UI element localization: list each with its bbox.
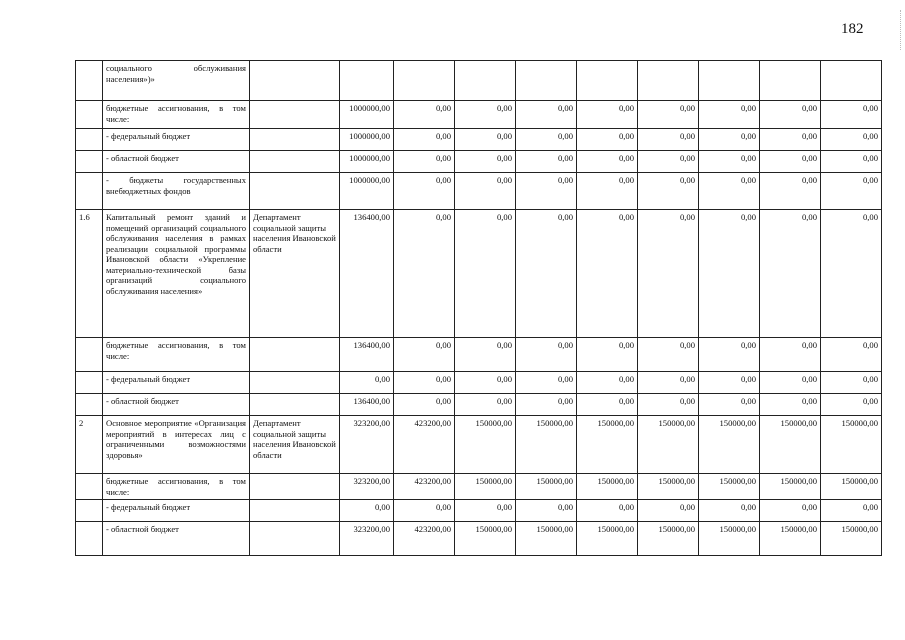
value-cell: 0,00 (394, 210, 455, 338)
value-cell: 0,00 (638, 173, 699, 210)
value-cell: 150000,00 (699, 522, 760, 556)
value-cell: 0,00 (340, 500, 394, 522)
value-cell: 150000,00 (760, 416, 821, 474)
value-cell: 0,00 (455, 151, 516, 173)
value-cell: 423200,00 (394, 522, 455, 556)
value-cell: 0,00 (760, 151, 821, 173)
value-cell: 0,00 (516, 500, 577, 522)
value-cell: 0,00 (577, 151, 638, 173)
value-cell: 150000,00 (760, 522, 821, 556)
value-cell: 150000,00 (577, 474, 638, 500)
value-cell: 423200,00 (394, 474, 455, 500)
table-row (76, 210, 882, 338)
value-cell (760, 61, 821, 101)
value-cell: 0,00 (394, 394, 455, 416)
value-cell: 150000,00 (516, 474, 577, 500)
value-cell: 1000000,00 (340, 129, 394, 151)
value-cell: 0,00 (394, 500, 455, 522)
scan-margin-mark (900, 10, 903, 50)
value-cell: 1000000,00 (340, 151, 394, 173)
budget-table-body (76, 61, 882, 556)
value-cell: 0,00 (516, 372, 577, 394)
value-cell (699, 61, 760, 101)
row-description: - федеральный бюджет (103, 500, 250, 522)
row-index (76, 61, 103, 101)
value-cell: 136400,00 (340, 394, 394, 416)
row-description: - федеральный бюджет (103, 372, 250, 394)
value-cell: 0,00 (516, 151, 577, 173)
row-index (76, 129, 103, 151)
row-description: - областной бюджет (103, 522, 250, 556)
value-cell: 150000,00 (699, 416, 760, 474)
value-cell: 150000,00 (699, 474, 760, 500)
value-cell: 323200,00 (340, 474, 394, 500)
value-cell: 0,00 (699, 173, 760, 210)
row-description: бюджетные ассигнования, в том числе: (103, 474, 250, 500)
row-department (250, 151, 340, 173)
value-cell: 150000,00 (516, 416, 577, 474)
value-cell: 423200,00 (394, 416, 455, 474)
value-cell: 0,00 (638, 372, 699, 394)
value-cell: 0,00 (577, 394, 638, 416)
value-cell: 150000,00 (760, 474, 821, 500)
value-cell: 150000,00 (455, 474, 516, 500)
value-cell: 0,00 (638, 500, 699, 522)
value-cell: 0,00 (821, 394, 882, 416)
table-row (76, 522, 882, 556)
row-description: бюджетные ассигнования, в том числе: (103, 338, 250, 372)
row-index: 2 (76, 416, 103, 474)
value-cell: 0,00 (455, 173, 516, 210)
value-cell: 0,00 (394, 173, 455, 210)
value-cell: 0,00 (821, 500, 882, 522)
table-row (76, 416, 882, 474)
table-row (76, 372, 882, 394)
value-cell (577, 61, 638, 101)
value-cell (516, 61, 577, 101)
row-department (250, 474, 340, 500)
value-cell: 150000,00 (638, 474, 699, 500)
value-cell: 0,00 (699, 151, 760, 173)
value-cell: 0,00 (821, 151, 882, 173)
value-cell: 0,00 (577, 500, 638, 522)
row-index: 1.6 (76, 210, 103, 338)
table-row (76, 338, 882, 372)
value-cell: 0,00 (638, 151, 699, 173)
table-row (76, 394, 882, 416)
value-cell: 0,00 (394, 151, 455, 173)
value-cell (394, 61, 455, 101)
value-cell: 0,00 (699, 500, 760, 522)
row-department (250, 101, 340, 129)
row-index (76, 500, 103, 522)
value-cell: 0,00 (394, 129, 455, 151)
value-cell: 136400,00 (340, 338, 394, 372)
budget-table (75, 60, 882, 556)
value-cell: 0,00 (455, 129, 516, 151)
value-cell: 150000,00 (638, 522, 699, 556)
row-index (76, 101, 103, 129)
table-row (76, 474, 882, 500)
value-cell (821, 61, 882, 101)
value-cell: 1000000,00 (340, 101, 394, 129)
value-cell: 0,00 (699, 372, 760, 394)
row-index (76, 151, 103, 173)
value-cell: 0,00 (699, 394, 760, 416)
value-cell: 1000000,00 (340, 173, 394, 210)
value-cell: 0,00 (577, 372, 638, 394)
value-cell: 0,00 (455, 372, 516, 394)
value-cell: 0,00 (821, 338, 882, 372)
table-row (76, 151, 882, 173)
value-cell: 0,00 (516, 173, 577, 210)
row-index (76, 474, 103, 500)
value-cell: 0,00 (760, 173, 821, 210)
row-department: Департамент социальной защиты населения Ивановской области (250, 210, 340, 338)
row-description: Капитальный ремонт зданий и помещений организаций социального обслуживания населения в рамках реализации социальной программы Ивановской области «Укрепление материально-технической базы организаций социального обслуживания населения» (103, 210, 250, 338)
value-cell: 0,00 (821, 372, 882, 394)
row-description: - областной бюджет (103, 394, 250, 416)
row-department (250, 372, 340, 394)
value-cell: 150000,00 (821, 522, 882, 556)
value-cell: 0,00 (760, 338, 821, 372)
value-cell: 0,00 (760, 129, 821, 151)
value-cell: 0,00 (577, 129, 638, 151)
value-cell: 0,00 (821, 173, 882, 210)
value-cell: 150000,00 (577, 522, 638, 556)
row-index (76, 394, 103, 416)
value-cell: 0,00 (638, 210, 699, 338)
row-department: Департамент социальной защиты населения Ивановской области (250, 416, 340, 474)
value-cell: 150000,00 (516, 522, 577, 556)
value-cell: 0,00 (577, 101, 638, 129)
page-number: 182 (841, 21, 864, 37)
row-department (250, 394, 340, 416)
value-cell: 0,00 (760, 394, 821, 416)
value-cell: 0,00 (516, 210, 577, 338)
value-cell: 0,00 (821, 129, 882, 151)
value-cell: 0,00 (699, 129, 760, 151)
value-cell: 0,00 (516, 101, 577, 129)
value-cell: 0,00 (455, 101, 516, 129)
value-cell (340, 61, 394, 101)
value-cell: 0,00 (394, 372, 455, 394)
value-cell: 0,00 (455, 500, 516, 522)
value-cell: 0,00 (821, 101, 882, 129)
value-cell: 0,00 (760, 372, 821, 394)
value-cell: 150000,00 (455, 522, 516, 556)
row-description: социального обслуживания населения»)» (103, 61, 250, 101)
value-cell: 0,00 (821, 210, 882, 338)
row-index (76, 522, 103, 556)
row-description: Основное мероприятие «Организация мероприятий в интересах лиц с ограниченными возможностями здоровья» (103, 416, 250, 474)
value-cell: 0,00 (638, 129, 699, 151)
row-department (250, 522, 340, 556)
row-department (250, 129, 340, 151)
value-cell: 0,00 (394, 101, 455, 129)
value-cell (638, 61, 699, 101)
value-cell: 0,00 (455, 210, 516, 338)
value-cell: 0,00 (394, 338, 455, 372)
value-cell: 0,00 (516, 129, 577, 151)
value-cell: 150000,00 (638, 416, 699, 474)
row-index (76, 338, 103, 372)
value-cell: 0,00 (516, 338, 577, 372)
value-cell: 323200,00 (340, 416, 394, 474)
value-cell: 0,00 (760, 101, 821, 129)
value-cell: 0,00 (760, 210, 821, 338)
table-row (76, 500, 882, 522)
value-cell: 0,00 (340, 372, 394, 394)
value-cell: 0,00 (638, 101, 699, 129)
table-row (76, 129, 882, 151)
row-description: - областной бюджет (103, 151, 250, 173)
table-row (76, 61, 882, 101)
value-cell: 0,00 (638, 338, 699, 372)
value-cell: 0,00 (455, 338, 516, 372)
value-cell: 0,00 (455, 394, 516, 416)
value-cell: 0,00 (699, 338, 760, 372)
table-row (76, 101, 882, 129)
row-description: - федеральный бюджет (103, 129, 250, 151)
value-cell: 0,00 (577, 338, 638, 372)
value-cell: 136400,00 (340, 210, 394, 338)
row-department (250, 173, 340, 210)
value-cell: 323200,00 (340, 522, 394, 556)
value-cell: 150000,00 (577, 416, 638, 474)
value-cell: 0,00 (699, 101, 760, 129)
row-description: - бюджеты государственных внебюджетных фондов (103, 173, 250, 210)
value-cell: 0,00 (699, 210, 760, 338)
row-description: бюджетные ассигнования, в том числе: (103, 101, 250, 129)
row-department (250, 61, 340, 101)
value-cell: 150000,00 (455, 416, 516, 474)
row-index (76, 372, 103, 394)
table-row (76, 173, 882, 210)
row-index (76, 173, 103, 210)
row-department (250, 500, 340, 522)
row-department (250, 338, 340, 372)
value-cell: 0,00 (516, 394, 577, 416)
value-cell: 0,00 (760, 500, 821, 522)
value-cell: 0,00 (638, 394, 699, 416)
value-cell: 0,00 (577, 173, 638, 210)
value-cell: 0,00 (577, 210, 638, 338)
value-cell: 150000,00 (821, 474, 882, 500)
value-cell (455, 61, 516, 101)
value-cell: 150000,00 (821, 416, 882, 474)
